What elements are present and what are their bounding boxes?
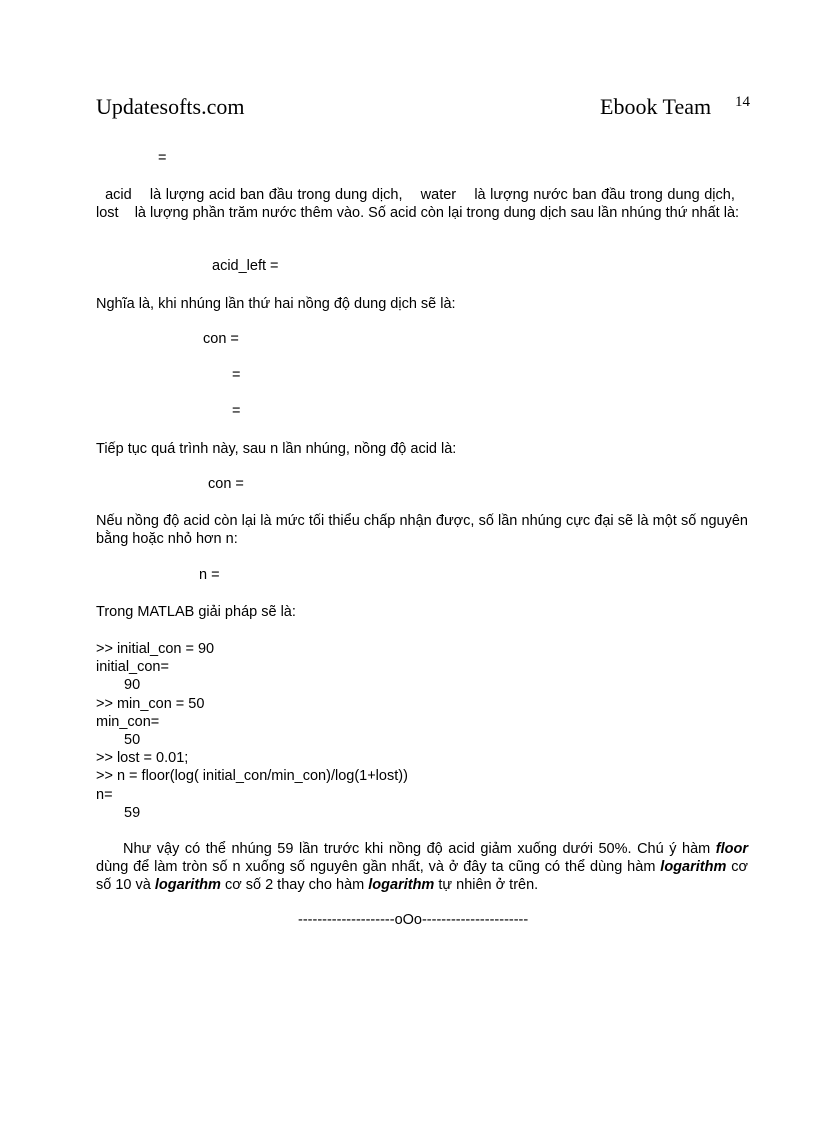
code-line: 50	[124, 732, 141, 749]
code-line: >> initial_con = 90	[96, 641, 215, 657]
term-lost: lost	[96, 205, 119, 221]
paragraph-text: là lượng nước ban đầu trong dung dịch,	[474, 187, 735, 203]
header-right: Ebook Team	[600, 94, 712, 119]
paragraph-text: cơ số 10 và	[96, 859, 749, 893]
term-acid: acid	[105, 187, 132, 203]
paragraph-n-dips: Tiếp tục quá trình này, sau n lần nhúng, nồng độ acid là:	[96, 441, 457, 457]
equation-equals-2: =	[232, 403, 241, 419]
paragraph-text: tự nhiên ở trên.	[438, 877, 539, 893]
code-line: initial_con=	[96, 659, 169, 676]
paragraph-text: dùng để làm tròn số n xuống số nguyên gần nhất, và ở đây ta cũng có thể dùng hàm	[96, 859, 656, 875]
code-line: >> n = floor(log( initial_con/min_con)/log(1+lost))	[96, 768, 408, 785]
paragraph-text: là lượng phần trăm nước thêm vào. Số acid còn lại trong dung dịch sau lần nhúng thứ nhất là:	[134, 205, 740, 221]
equation-con-2: con =	[208, 476, 244, 492]
function-logarithm: logarithm	[154, 877, 221, 893]
equation-acid-left: acid_left =	[212, 258, 279, 274]
term-water: water	[420, 187, 457, 203]
function-floor: floor	[715, 841, 748, 857]
function-logarithm: logarithm	[368, 877, 435, 893]
code-line: 90	[124, 677, 141, 694]
function-logarithm: logarithm	[660, 859, 727, 875]
paragraph-definitions	[96, 186, 748, 222]
equation-con-1: con =	[203, 331, 239, 347]
section-separator: --------------------oOo----------------------	[298, 912, 529, 928]
paragraph-matlab-intro: Trong MATLAB giải pháp sẽ là:	[96, 604, 296, 620]
code-line: 59	[124, 804, 141, 821]
paragraph-text: là lượng acid ban đầu trong dung dịch,	[149, 187, 403, 203]
equation-n: n =	[199, 567, 220, 583]
code-line: min_con=	[96, 713, 160, 730]
code-line: >> lost = 0.01;	[96, 750, 189, 767]
matlab-code-block	[96, 640, 408, 822]
code-line: >> min_con = 50	[96, 695, 205, 712]
equation-equals-1: =	[232, 367, 241, 383]
page-number: 14	[735, 94, 750, 110]
paragraph-second-dip: Nghĩa là, khi nhúng lần thứ hai nồng độ dung dịch sẽ là:	[96, 296, 456, 312]
code-line: n=	[96, 786, 113, 803]
header-left: Updatesofts.com	[96, 94, 245, 119]
paragraph-text: Như vậy có thể nhúng 59 lần trước khi nồng độ acid giảm xuống dưới 50%. Chú ý hàm	[123, 841, 711, 857]
paragraph-max-dips: Nếu nồng độ acid còn lại là mức tối thiểu chấp nhận được, số lần nhúng cực đại sẽ là một số nguyên bằng hoặc nhỏ hơn n:	[96, 513, 748, 547]
paragraph-conclusion	[96, 840, 748, 894]
paragraph-text: cơ số 2 thay cho hàm	[224, 877, 365, 893]
equation-equals-top: =	[158, 150, 167, 166]
